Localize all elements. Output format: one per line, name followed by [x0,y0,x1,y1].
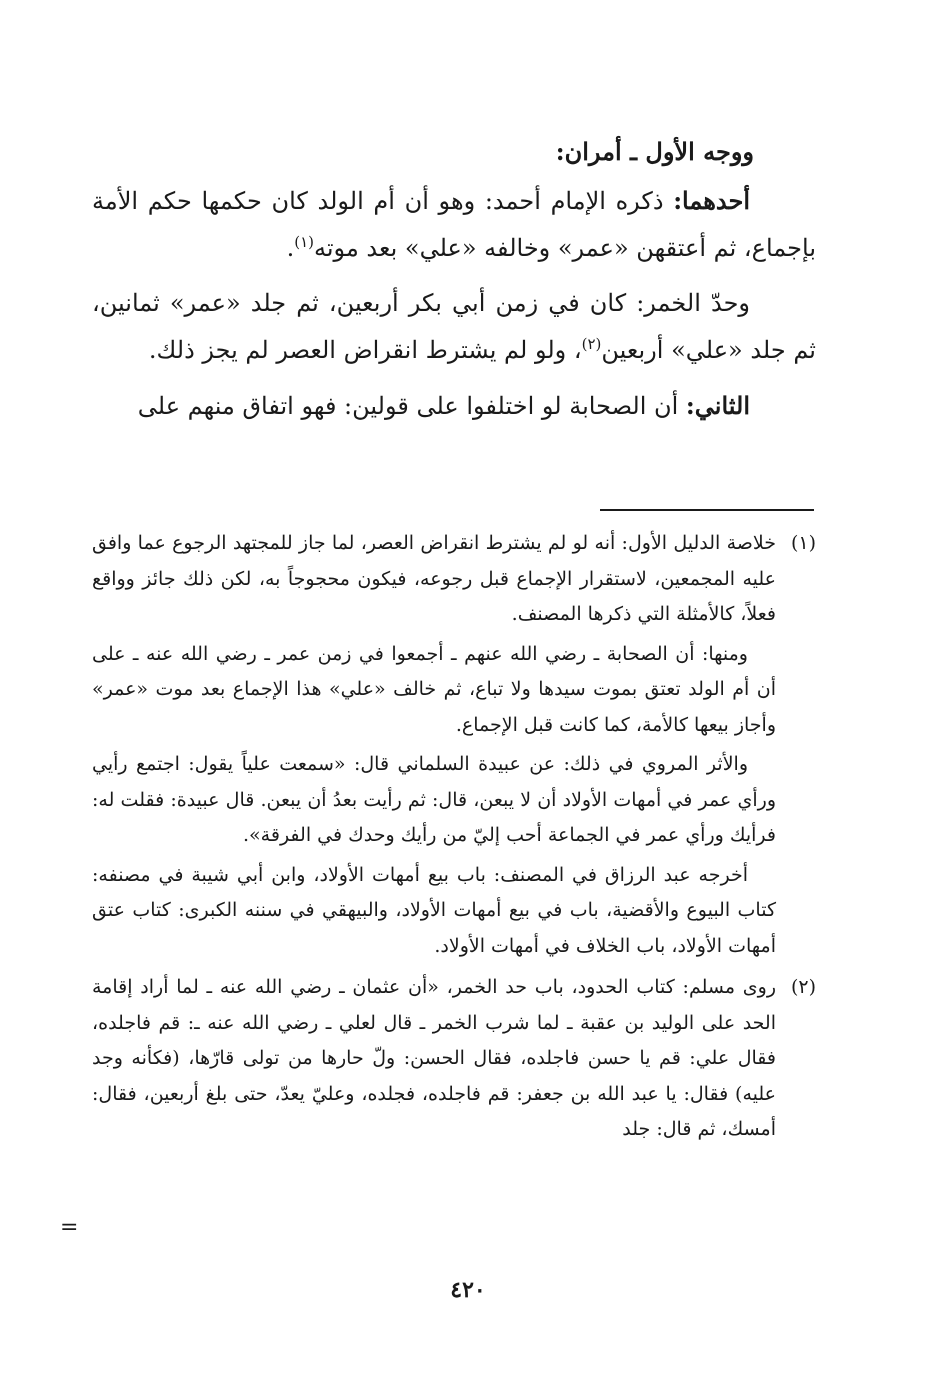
footnote-paragraph: خلاصة الدليل الأول: أنه لو لم يشترط انقراض العصر، لما جاز للمجتهد الرجوع عما وافق عليه المجمعين، لاستقرار الإجماع قبل رجوعه، فيكون محجوجاً به، لكن ذلك جائز وواقع فعلاً، كالأمثلة التي ذكرها المصنف. [92,532,776,625]
paragraph-text: أن الصحابة لو اختلفوا على قولين: فهو اتفاق منهم على [137,392,686,420]
paragraph-text: وحدّ الخمر: كان في زمن أبي بكر أربعين، ثم جلد «عمر» ثمانين، ثم جلد «علي» أربعين [92,289,816,364]
section-heading: ووجه الأول ـ أمران: [555,137,754,166]
footnote-paragraph: روى مسلم: كتاب الحدود، باب حد الخمر، «أن عثمان ـ رضي الله عنه ـ لما أراد إقامة الحد على الوليد بن عقبة ـ لما شرب الخمر ـ قال لعلي ـ رضي الله عنه ـ: قم فاجلده، فقال علي: قم يا حسن فاجلده، فقال الحسن: ولّ حارها من تولى قارّها، (فكأنه وجد عليه) فقال: يا عبد الله بن جعفر: قم فاجلده، فجلده، وعليّ يعدّ، حتى بلغ أربعين، فقال: أمسك، ثم قال: جلد [92,976,776,1140]
main-text [92,128,816,438]
footnote-paragraph: والأثر المروي في ذلك: عن عبيدة السلماني قال: «سمعت علياً يقول: اجتمع رأيي ورأي عمر في أمهات الأولاد أن لا يبعن، قال: ثم رأيت بعدُ أن يبعن. قال عبيدة: فقلت له: فرأيك ورأي عمر في الجماعة أحب إليّ من رأيك وحدك في الفرقة». [92,753,776,846]
page-number: ٤٢٠ [450,1277,486,1303]
footnote-number: (٢) [790,976,816,998]
footnote-paragraph: ومنها: أن الصحابة ـ رضي الله عنهم ـ أجمعوا في زمن عمر ـ رضي الله عنه ـ على أن أم الولد تعتق بموت سيدها ولا تباع، ثم خالف «علي» هذا الإجماع بعد موت «عمر» وأجاز بيعها كالأمة، كما كانت قبل الإجماع. [92,642,776,736]
footnote-2 [92,970,816,1148]
continuation-mark: = [60,1215,79,1240]
footnote-separator [600,509,814,511]
footnotes [92,526,816,1154]
footnote-ref-2[interactable]: (٢) [581,335,602,353]
paragraph-second-matter [92,382,816,430]
paragraph-first-matter: أحدهما: ذكره الإمام أحمد: وهو أن أم الولد كان حكمها حكم الأمة بإجماع، ثم أعتقهن «عمر» وخالفه «علي» بعد موته$^{(١)}$. [92,186,816,262]
footnote-paragraph: أخرجه عبد الرزاق في المصنف: باب بيع أمهات الأولاد، وابن أبي شيبة في مصنفه: كتاب البيوع والأقضية، باب في بيع أمهات الأولاد، والبيهقي في سننه الكبرى: كتاب عتق أمهات الأولاد، باب الخلاف في أمهات الأولاد. [92,863,776,957]
footnote-ref-1[interactable]: (١) [294,233,314,251]
footnote-1 [92,526,816,964]
paragraph-lead: أحدهما: [673,186,750,215]
paragraph-lead: الثاني: [685,391,750,420]
footnote-number: (١) [790,532,816,554]
paragraph-text: ذكره الإمام أحمد: وهو أن أم الولد كان حكمها حكم الأمة بإجماع، ثم أعتقهن «عمر» وخالفه «علي» بعد موته [92,187,816,262]
paragraph-wine-penalty: وحدّ الخمر: كان في زمن أبي بكر أربعين، ثم جلد «عمر» ثمانين، ثم جلد «علي» أربعين$^{(٢)}$، ولو لم يشترط انقراض العصر لم يجز ذلك. [92,289,816,364]
